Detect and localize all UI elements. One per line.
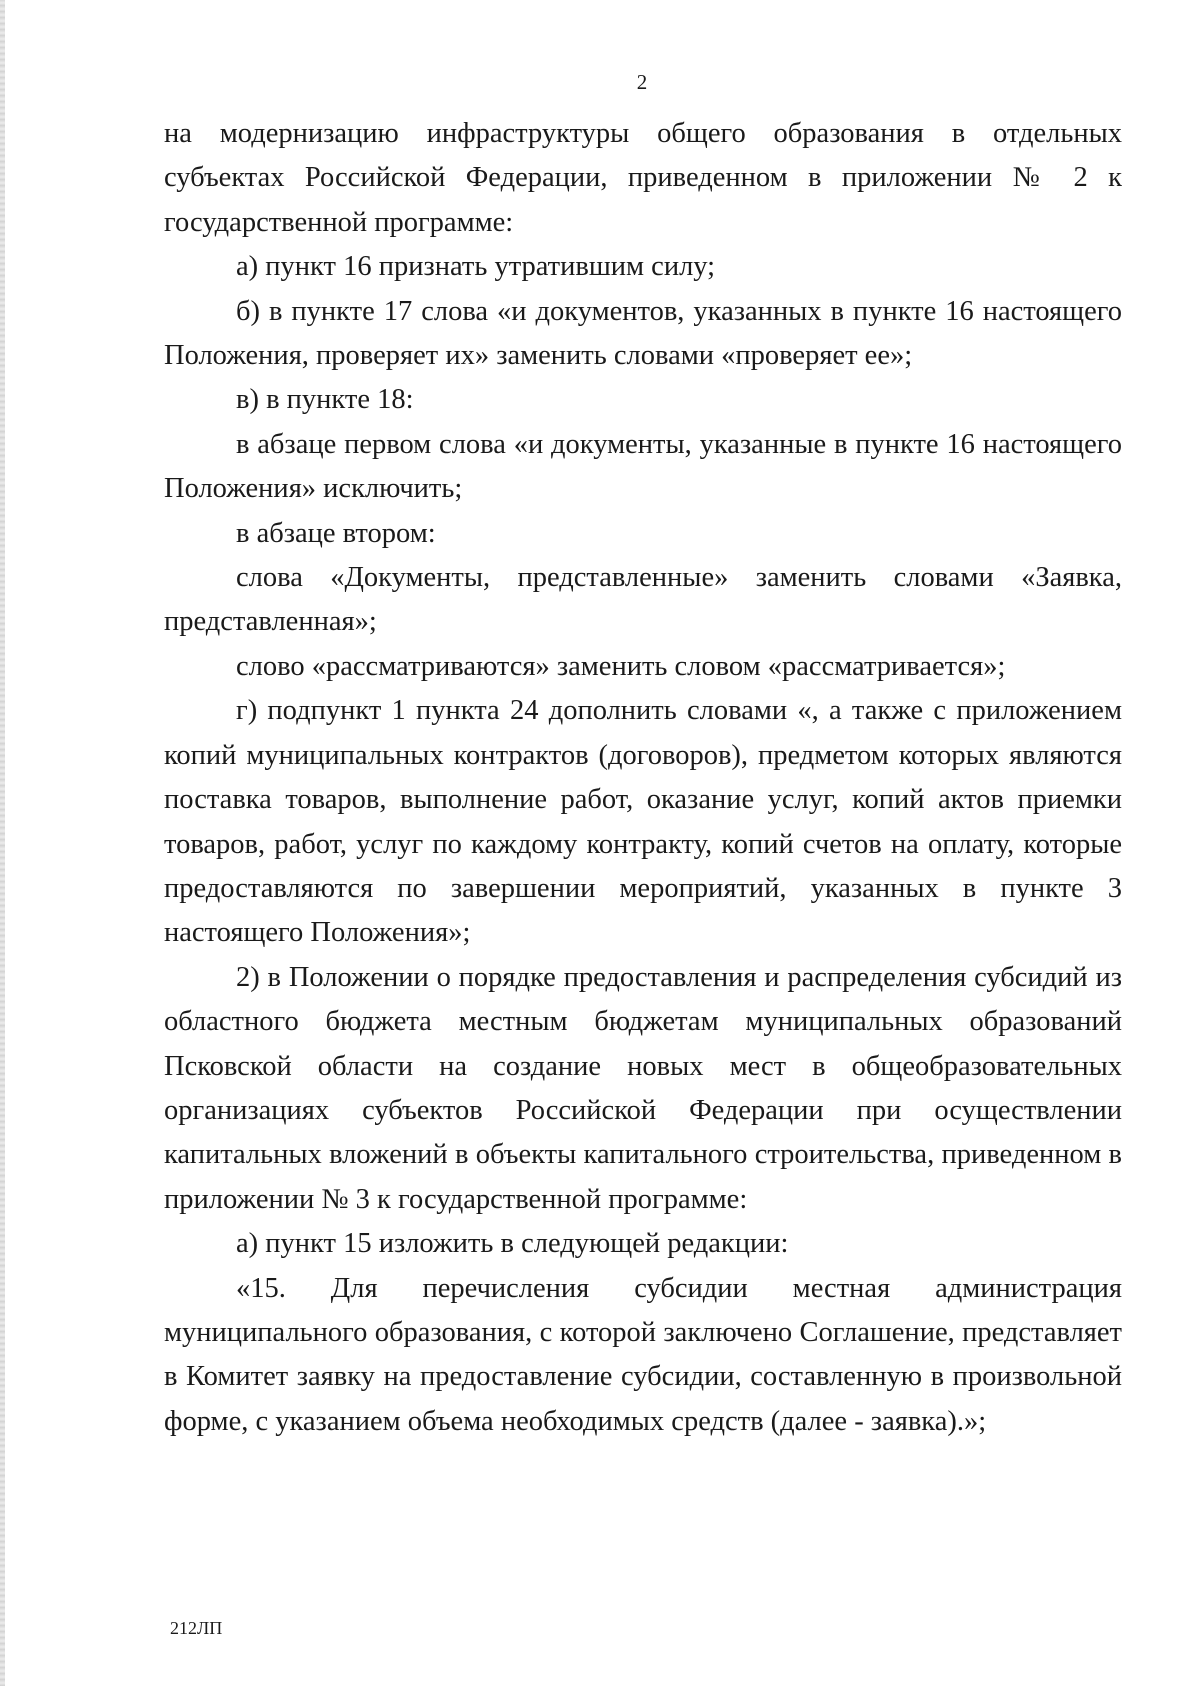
paragraph: на модернизацию инфраструктуры общего образования в отдельных субъектах Российской Федерации, приведенном в приложении № 2 к государственной программе: <box>164 118 1122 238</box>
paragraph: а) пункт 16 признать утратившим силу; <box>236 251 716 283</box>
paragraph: а) пункт 15 изложить в следующей редакции: <box>236 1228 789 1260</box>
document-code: 212ЛП <box>170 1618 223 1638</box>
paragraph: слово «рассматриваются» заменить словом «рассматривается»; <box>236 650 1006 682</box>
document-body <box>164 112 1122 1444</box>
paragraph: в) в пункте 18: <box>236 384 414 416</box>
paragraph: слова «Документы, представленные» заменить словами «Заявка, представленная»; <box>164 562 1122 638</box>
paragraph: в абзаце втором: <box>236 517 436 549</box>
scan-edge <box>0 0 5 1686</box>
paragraph: 2) в Положении о порядке предоставления и распределения субсидий из областного бюджета местным бюджетам муниципальных образований Псковской области на создание новых мест в общеобразовательных организациях субъектов Российской Федерации при осуществлении капитальных вложений в объекты капитального строительства, приведенном в приложении № 3 к государственной программе: <box>164 961 1122 1215</box>
paragraph: б) в пункте 17 слова «и документов, указанных в пункте 16 настоящего Положения, проверяет их» заменить словами «проверяет ее»; <box>164 295 1122 372</box>
paragraph: в абзаце первом слова «и документы, указанные в пункте 16 настоящего Положения» исключить; <box>164 428 1122 505</box>
paragraph: г) подпункт 1 пункта 24 дополнить словами «, а также с приложением копий муниципальных контрактов (договоров), предметом которых являются поставка товаров, выполнение работ, оказание услуг, копий актов приемки товаров, работ, услуг по каждому контракту, копий счетов на оплату, которые предоставляются по завершении мероприятий, указанных в пункте 3 настоящего Положения»; <box>164 695 1122 949</box>
paragraph: «15. Для перечисления субсидии местная администрация муниципального образования, с которой заключено Соглашение, представляет в Комитет заявку на предоставление субсидии, составленную в произвольной форме, с указанием объема необходимых средств (далее - заявка).»; <box>164 1272 1122 1437</box>
page-number: 2 <box>636 70 648 94</box>
